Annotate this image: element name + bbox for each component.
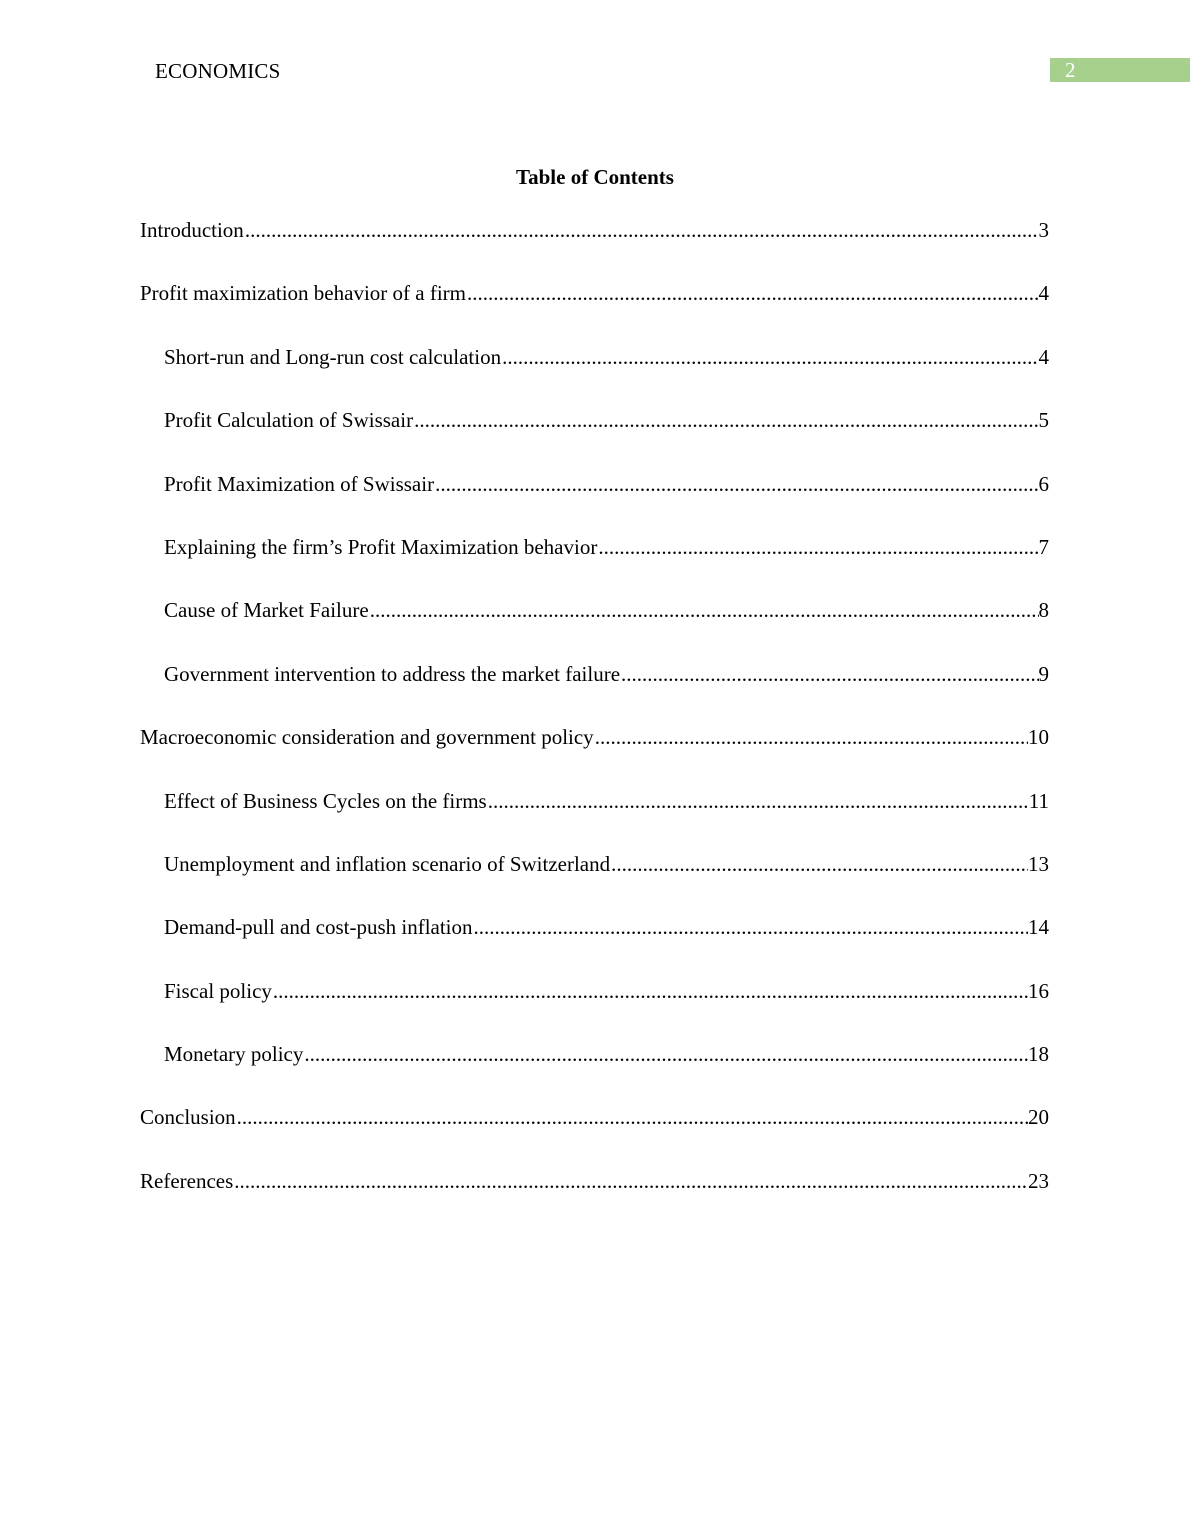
toc-entry[interactable] xyxy=(140,661,1049,724)
toc-entry-text: Fiscal policy xyxy=(164,978,272,1003)
toc-entry-page: 3 xyxy=(1038,218,1049,242)
table-of-contents xyxy=(140,217,1049,1231)
dot-leader xyxy=(370,597,1039,623)
dot-leader xyxy=(304,1041,1028,1067)
dot-leader xyxy=(595,724,1028,750)
toc-entry-text: References xyxy=(140,1168,234,1193)
toc-entry-page: 10 xyxy=(1028,725,1049,750)
dot-leader xyxy=(598,534,1038,560)
toc-entry[interactable] xyxy=(140,1104,1049,1167)
toc-entry-text: Government intervention to address the market failure xyxy=(164,661,621,686)
toc-entry[interactable] xyxy=(140,534,1049,597)
dot-leader xyxy=(621,661,1038,687)
toc-entry-text: Explaining the firm’s Profit Maximization behavior xyxy=(164,534,598,559)
dot-leader xyxy=(474,914,1028,940)
toc-entry[interactable] xyxy=(140,471,1049,534)
toc-entry-page: 13 xyxy=(1028,851,1049,876)
toc-entry-text: Profit Calculation of Swissair xyxy=(164,408,414,433)
toc-entry-page: 9 xyxy=(1038,661,1049,686)
toc-entry[interactable] xyxy=(140,597,1049,660)
dot-leader xyxy=(467,280,1039,306)
toc-entry-page: 14 xyxy=(1028,915,1049,940)
toc-entry[interactable] xyxy=(140,851,1049,914)
toc-entry-text: Monetary policy xyxy=(164,1042,304,1067)
toc-entry[interactable] xyxy=(140,788,1049,851)
dot-leader xyxy=(435,471,1038,497)
toc-entry-page: 23 xyxy=(1028,1168,1049,1193)
toc-entry[interactable] xyxy=(140,344,1049,407)
toc-entry-text: Unemployment and inflation scenario of Switzerland xyxy=(164,851,611,876)
toc-entry-text: Profit Maximization of Swissair xyxy=(164,471,435,496)
toc-entry-page: 4 xyxy=(1038,281,1049,306)
toc-entry[interactable] xyxy=(140,1168,1049,1231)
toc-entry[interactable] xyxy=(140,914,1049,977)
toc-entry-page: 20 xyxy=(1028,1105,1049,1130)
running-head: ECONOMICS xyxy=(155,59,281,83)
toc-entry-page: 4 xyxy=(1038,344,1049,369)
toc-entry-text: Cause of Market Failure xyxy=(164,598,369,623)
toc-entry[interactable] xyxy=(140,1041,1049,1104)
page-number-bar xyxy=(1050,58,1190,82)
toc-entry-text: Short-run and Long-run cost calculation xyxy=(164,344,502,369)
page-number: 2 xyxy=(1065,58,1076,82)
toc-entry[interactable] xyxy=(140,217,1049,280)
toc-entry-page: 6 xyxy=(1038,471,1049,496)
toc-entry[interactable] xyxy=(140,724,1049,787)
toc-entry-page: 8 xyxy=(1038,598,1049,623)
toc-entry-text: Effect of Business Cycles on the firms xyxy=(164,788,487,813)
toc-entry[interactable] xyxy=(140,280,1049,343)
toc-entry-page: 7 xyxy=(1038,534,1049,559)
dot-leader xyxy=(502,344,1038,370)
dot-leader xyxy=(273,978,1028,1004)
toc-entry-page: 5 xyxy=(1038,408,1049,433)
toc-entry-page: 16 xyxy=(1028,978,1049,1003)
toc-entry-page: 11 xyxy=(1028,788,1049,813)
toc-entry-page: 18 xyxy=(1028,1042,1049,1067)
toc-entry-text: Profit maximization behavior of a firm xyxy=(140,281,466,306)
toc-entry[interactable] xyxy=(140,978,1049,1041)
toc-entry-text: Introduction xyxy=(140,218,244,242)
dot-leader xyxy=(234,1168,1028,1194)
dot-leader xyxy=(611,851,1028,877)
dot-leader xyxy=(245,217,1039,243)
dot-leader xyxy=(237,1104,1028,1130)
toc-title: Table of Contents xyxy=(516,165,674,189)
toc-entry[interactable] xyxy=(140,407,1049,470)
toc-entry-text: Demand-pull and cost-push inflation xyxy=(164,915,473,940)
toc-entry-text: Macroeconomic consideration and government policy xyxy=(140,725,594,750)
dot-leader xyxy=(414,407,1038,433)
toc-entry-text: Conclusion xyxy=(140,1105,236,1130)
dot-leader xyxy=(488,788,1029,814)
